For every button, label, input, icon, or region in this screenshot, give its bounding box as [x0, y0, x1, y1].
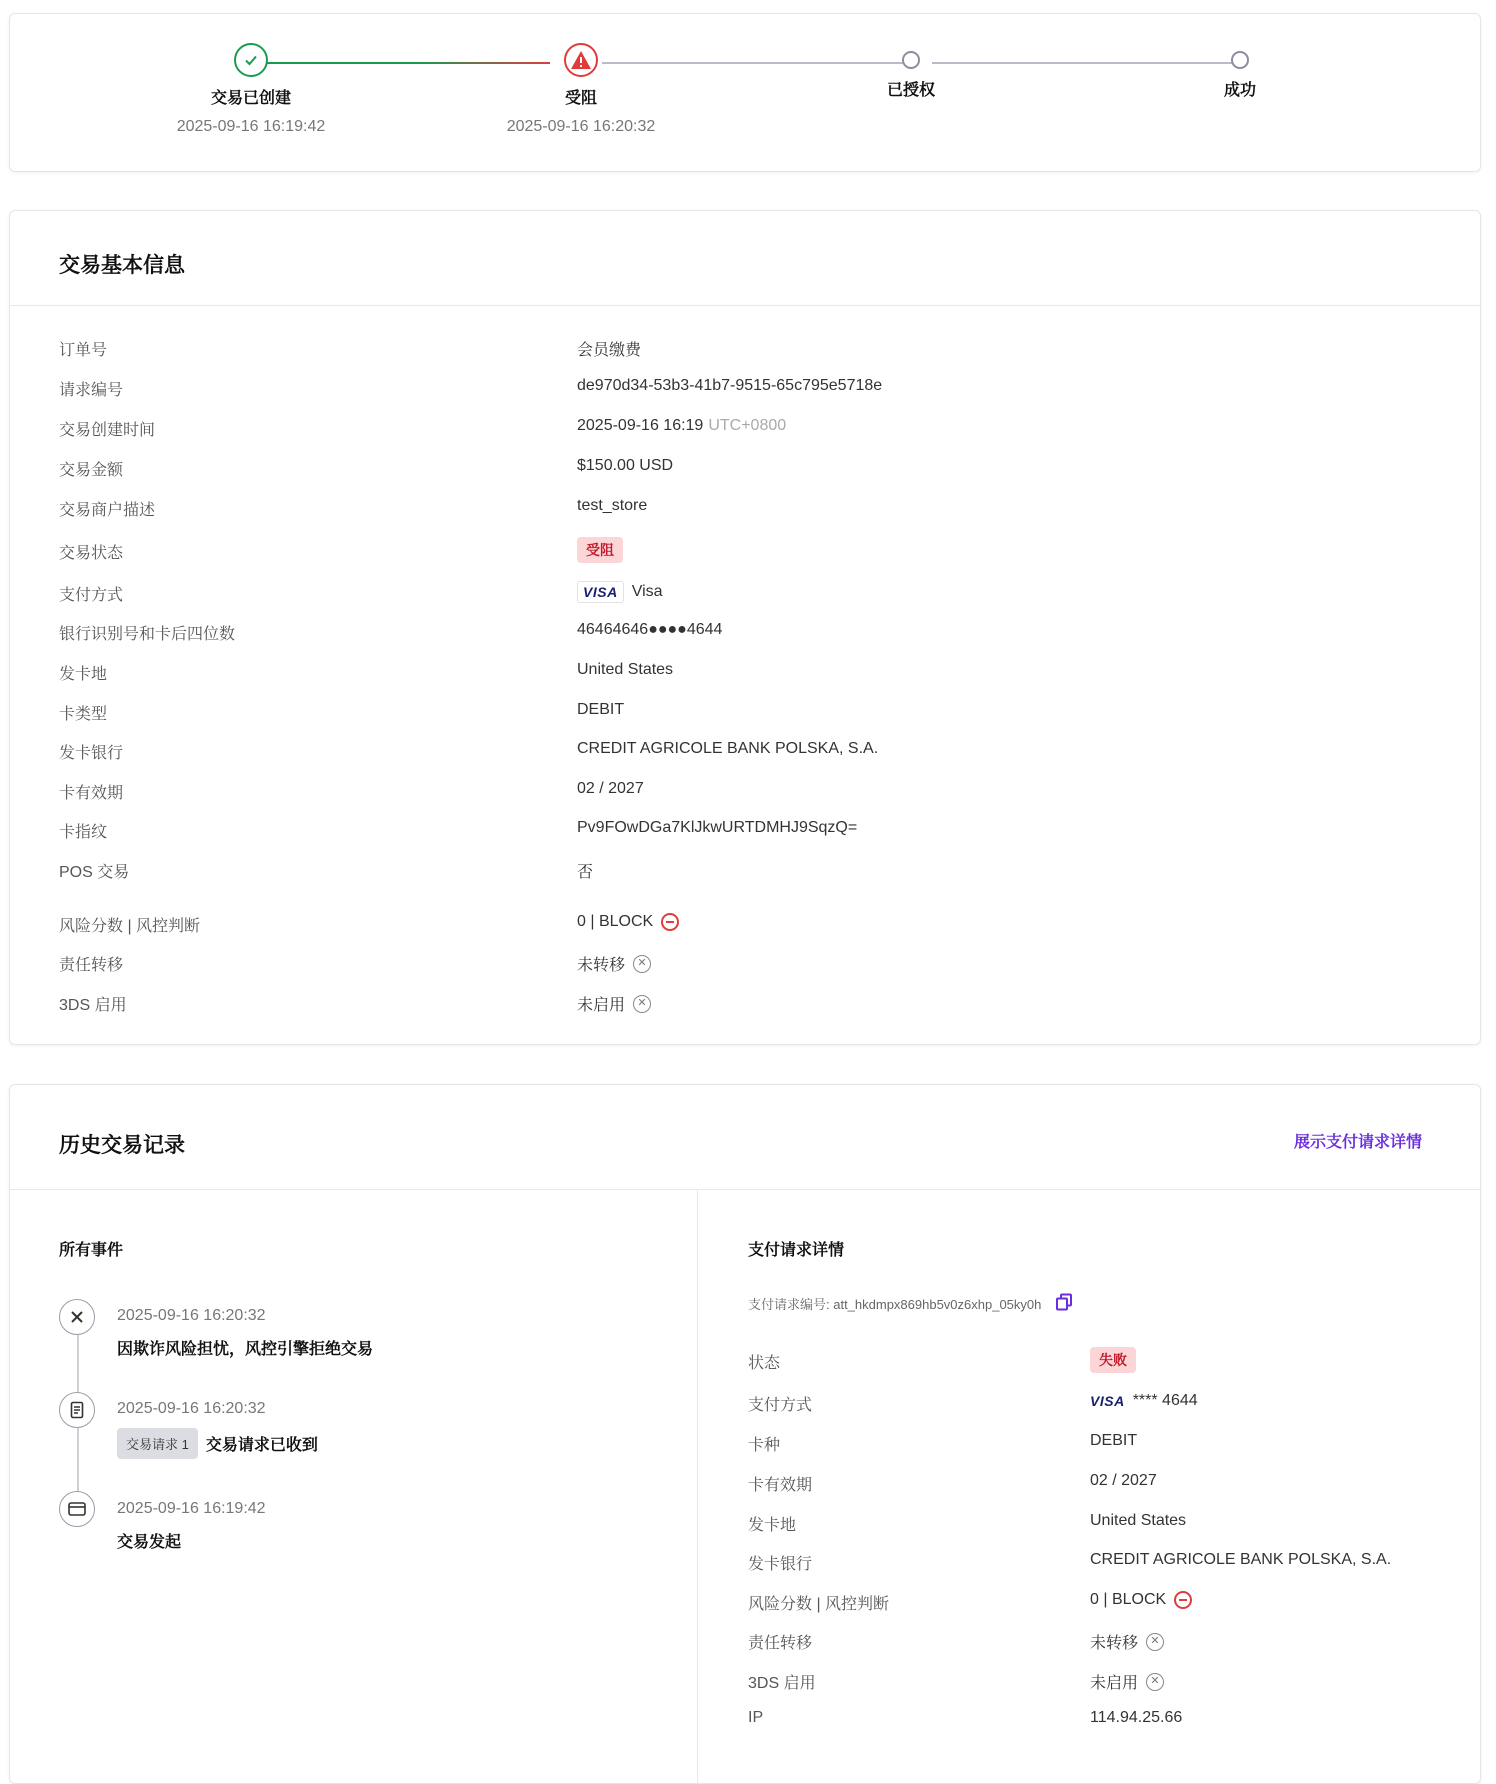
x-icon	[59, 1299, 95, 1335]
step-time: 2025-09-16 16:20:32	[506, 118, 656, 135]
info-value: 0 | BLOCK	[577, 913, 654, 930]
info-key: 风险分数 | 风控判断	[59, 918, 201, 935]
event-text-row	[117, 1428, 318, 1459]
x-circle-icon: ✕	[1146, 1673, 1164, 1691]
timeline-connector	[77, 1428, 79, 1492]
warning-icon	[564, 43, 598, 77]
info-key: 交易商户描述	[59, 502, 156, 519]
info-row-request-id	[59, 377, 1450, 401]
card-icon	[59, 1491, 95, 1527]
info-key: 3DS 启用	[59, 997, 127, 1014]
info-row-bin-last4	[59, 621, 1450, 645]
event-text: 交易请求已收到	[205, 1437, 318, 1454]
detail-row-risk	[748, 1591, 1450, 1615]
history-title: 历史交易记录	[59, 1134, 185, 1157]
detail-value: 114.94.25.66	[1090, 1709, 1183, 1726]
step-blocked	[451, 43, 711, 136]
status-badge: 受阻	[577, 537, 623, 563]
info-row-expiry	[59, 780, 1450, 804]
info-key: 交易金额	[59, 462, 124, 479]
info-row-card-type	[59, 701, 1450, 725]
info-key: 卡有效期	[59, 785, 124, 802]
detail-value: CREDIT AGRICOLE BANK POLSKA, S.A.	[1090, 1551, 1392, 1568]
detail-row-ip	[748, 1709, 1450, 1733]
request-id-label: 支付请求编号: att_hkdmpx869hb5v0z6xhp_05ky0h	[748, 1297, 1042, 1312]
info-key: 银行识别号和卡后四位数	[59, 626, 236, 643]
history-card	[9, 1084, 1481, 1784]
info-value: 02 / 2027	[577, 780, 644, 797]
info-row-status	[59, 537, 1450, 567]
detail-key: 发卡银行	[748, 1556, 813, 1573]
info-row-issuer-country	[59, 661, 1450, 685]
detail-row-payment-method	[748, 1392, 1450, 1416]
detail-value: 0 | BLOCK	[1090, 1591, 1167, 1608]
detail-key: IP	[748, 1709, 764, 1726]
x-circle-icon: ✕	[633, 955, 651, 973]
detail-row-issuer-bank	[748, 1551, 1450, 1575]
info-value: DEBIT	[577, 701, 625, 718]
detail-value: **** 4644	[1132, 1392, 1198, 1409]
detail-key: 3DS 启用	[748, 1675, 816, 1692]
info-value: United States	[577, 661, 674, 678]
info-key: 请求编号	[59, 382, 124, 399]
step-label: 受阻	[564, 90, 597, 107]
step-success	[1110, 43, 1370, 100]
info-value: 2025-09-16 16:19	[577, 417, 704, 434]
info-value: 未转移	[577, 957, 626, 974]
info-key: 订单号	[59, 342, 108, 359]
basic-info-title: 交易基本信息	[59, 254, 185, 277]
step-label: 成功	[1223, 82, 1256, 99]
detail-value: 02 / 2027	[1090, 1472, 1157, 1489]
detail-value: United States	[1090, 1512, 1187, 1529]
detail-key: 责任转移	[748, 1635, 813, 1652]
detail-row-issuer-country	[748, 1512, 1450, 1536]
event-text: 交易发起	[117, 1534, 182, 1551]
timeline-connector	[77, 1335, 79, 1395]
info-value[interactable]: de970d34-53b3-41b7-9515-65c795e5718e	[577, 377, 883, 394]
detail-row-status	[748, 1347, 1450, 1377]
info-key: POS 交易	[59, 864, 130, 881]
event-text: 因欺诈风险担忧，风控引擎拒绝交易	[117, 1341, 374, 1358]
status-badge: 失败	[1090, 1347, 1136, 1373]
info-row-3ds	[59, 992, 1450, 1016]
info-key: 责任转移	[59, 957, 124, 974]
info-value: test_store	[577, 497, 648, 514]
detail-key: 状态	[748, 1355, 781, 1372]
info-key: 支付方式	[59, 587, 124, 604]
step-created	[121, 43, 381, 136]
document-icon	[59, 1392, 95, 1428]
detail-key: 发卡地	[748, 1517, 797, 1534]
info-key: 卡类型	[59, 706, 108, 723]
x-circle-icon: ✕	[1146, 1633, 1164, 1651]
info-row-order	[59, 337, 1450, 361]
info-value: 未启用	[577, 997, 626, 1014]
divider	[10, 1189, 1480, 1190]
info-key: 交易状态	[59, 545, 124, 562]
info-row-created-time	[59, 417, 1450, 441]
info-value: 46464646●●●●4644	[577, 621, 723, 638]
detail-key: 支付方式	[748, 1397, 813, 1414]
basic-info-card	[9, 210, 1481, 1045]
request-chip[interactable]: 交易请求 1	[117, 1428, 198, 1459]
event-time: 2025-09-16 16:19:42	[117, 1500, 266, 1517]
detail-value: 未转移	[1090, 1635, 1139, 1652]
event-time: 2025-09-16 16:20:32	[117, 1400, 266, 1417]
detail-key: 卡有效期	[748, 1477, 813, 1494]
detail-row-3ds	[748, 1670, 1450, 1694]
info-key: 交易创建时间	[59, 422, 156, 439]
transaction-progress-card	[9, 13, 1481, 172]
copy-icon[interactable]	[1055, 1293, 1073, 1314]
detail-row-card-type	[748, 1432, 1450, 1456]
info-row-amount	[59, 457, 1450, 481]
step-label: 交易已创建	[210, 90, 291, 107]
info-value: 否	[577, 864, 594, 881]
detail-key: 风险分数 | 风控判断	[748, 1596, 890, 1613]
request-id-row	[748, 1293, 1073, 1314]
check-icon	[234, 43, 268, 77]
step-label: 已授权	[886, 82, 935, 99]
info-key: 卡指纹	[59, 824, 108, 841]
visa-logo-icon: VISA	[1090, 1393, 1125, 1409]
info-value: CREDIT AGRICOLE BANK POLSKA, S.A.	[577, 740, 879, 757]
show-request-details-link[interactable]: 展示支付请求详情	[1293, 1134, 1422, 1151]
info-value: Pv9FOwDGa7KlJkwURTDMHJ9SqzQ=	[577, 819, 858, 836]
detail-key: 卡种	[748, 1437, 781, 1454]
info-row-fingerprint	[59, 819, 1450, 843]
step-time: 2025-09-16 16:19:42	[176, 118, 326, 135]
pending-circle-icon	[902, 51, 920, 69]
info-value: $150.00 USD	[577, 457, 674, 474]
column-divider	[697, 1189, 698, 1783]
pending-circle-icon	[1231, 51, 1249, 69]
x-circle-icon: ✕	[633, 995, 651, 1013]
block-icon	[1174, 1591, 1192, 1609]
info-row-payment-method	[59, 579, 1450, 607]
detail-row-liability-shift	[748, 1630, 1450, 1654]
info-row-pos	[59, 859, 1450, 883]
event-time: 2025-09-16 16:20:32	[117, 1307, 266, 1324]
detail-row-expiry	[748, 1472, 1450, 1496]
info-value: Visa	[631, 583, 663, 600]
info-key: 发卡地	[59, 666, 108, 683]
info-row-liability-shift	[59, 952, 1450, 976]
divider	[10, 305, 1480, 306]
detail-value: 未启用	[1090, 1675, 1139, 1692]
detail-value: DEBIT	[1090, 1432, 1138, 1449]
timezone-label: UTC+0800	[708, 417, 787, 434]
visa-logo-icon: VISA	[577, 581, 624, 603]
info-row-issuer-bank	[59, 740, 1450, 764]
step-authorized	[781, 43, 1041, 100]
info-value: 会员缴费	[577, 342, 642, 359]
events-title: 所有事件	[59, 1242, 124, 1259]
info-row-merchant	[59, 497, 1450, 521]
info-key: 发卡银行	[59, 745, 124, 762]
request-details-title: 支付请求详情	[748, 1242, 845, 1259]
info-row-risk	[59, 913, 1450, 937]
block-icon	[661, 913, 679, 931]
